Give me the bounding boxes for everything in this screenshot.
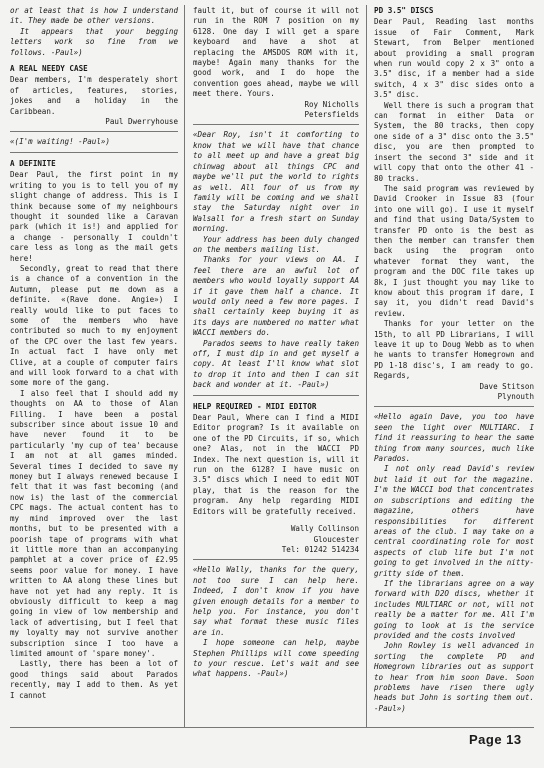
divider bbox=[193, 559, 359, 560]
editor-reply: Thanks for your views on AA. I feel there are an awful lot of members who would loyally support AA if it gave them half a chance. It would only need a few more pages. I shall certainly keep buying it as its days are numbered no matter what WACCI members do. bbox=[193, 255, 359, 338]
divider bbox=[10, 152, 178, 153]
column-3 bbox=[374, 6, 534, 714]
letter-paragraph: Well there is such a program that can format in either Data or System, the 80 tracks, then copy one side of a 3" disc onto the 3.5" disc, you are then prompted to insert the second 3" side and it will copy that onto the other 41 - 80 tracks. bbox=[374, 100, 534, 183]
letter-continuation: fault it, but of course it will not run in the ROM 7 position on my 6128. One day I will get a spare keyboard and have a shot at replacing the AMSDOS ROM with it, maybe! Again many thanks for the good work, and I do hope the convention goes ahead, maybe we will meet there. Yours. bbox=[193, 6, 359, 99]
letter-signature-name: Wally Collinson bbox=[290, 524, 359, 534]
divider bbox=[193, 124, 359, 125]
page-number: Page 13 bbox=[469, 732, 522, 747]
letter-paragraph: Thanks for your letter on the 15th, to all PD Librarians, I will leave it up to Doug Webb as to when he wants to transfer Homegrown and PD 1-18 disc's, I am ready to go. Regards, bbox=[374, 319, 534, 381]
column-1 bbox=[10, 6, 178, 701]
letter-signature-name: Roy Nicholls bbox=[304, 99, 359, 109]
editor-reply: John Rowley is well advanced in sorting the complete PD and Homegrown libraries out as support to hear from him soon Dave. Soon problems have risen there ugly heads but John is sorting them out. -Paul») bbox=[374, 641, 534, 713]
letter-heading: A REAL NEEDY CASE bbox=[10, 64, 88, 74]
intro-italic: or at least that is how I understand it. They made be other versions. bbox=[10, 6, 178, 26]
letter-body: Dear Paul, Where can I find a MIDI Editor program? Is it available on one of the PD Circuits, if so, which one? Alas, not in the WACCI PD Index. The next question is, will it run on the 6128? I have music on 3.5" discs which I need to edit NOT play, that is the reason for the program. Any help regarding MIDI Editors will be gratefully received. bbox=[193, 413, 359, 516]
divider bbox=[10, 131, 178, 132]
column-divider bbox=[366, 5, 367, 728]
editor-reply: I hope someone can help, maybe Stephen Phillips will come speeding to your rescue. Let's wait and see what happens. -Paul») bbox=[193, 638, 359, 679]
letter-heading: A DEFINITE bbox=[10, 158, 56, 168]
letter-signature: Paul Dwerryhouse bbox=[105, 117, 178, 127]
editor-reply: «Dear Roy, isn't it comforting to know that we will have that chance to all meet up and have a great big chinwag about all things CPC and maybe we'll put the world to rights as well. All four of us from my family will be coming and we shall stay the Saturday night over in Walsall for a fresh start on Sunday morning. bbox=[193, 130, 359, 234]
letter-signature-tel: Tel: 01242 514234 bbox=[281, 544, 359, 554]
editor-reply: «Hello again Dave, you too have seen the light over MULTIARC. I find it reassuring to hear the same thing from many sources, much like Parados. bbox=[374, 412, 534, 464]
letter-paragraph: The said program was reviewed by David Crooker in Issue 83 (four into one will go). I use it myself and find that using Data/System to transfer PD onto is the best as then the member can transfer them back using the program onto whatever format they want, the program and the DOC file takes up 8k, I just thought you may like to know about this program if dare, I say it, you didn't read David's review. bbox=[374, 183, 534, 318]
letter-signature-name: Dave Stitson bbox=[479, 381, 534, 391]
editor-reply: «Hello Wally, thanks for the query, not too sure I can help here. Indeed, I don't know if you have given enough details for a member to help you. For instance, you don't say what format these music files are in. bbox=[193, 565, 359, 637]
letter-signature-place: Petersfields bbox=[304, 110, 359, 120]
intro-italic: It appears that your begging letters work so fine from we follows. -Paul») bbox=[10, 26, 178, 57]
letter-paragraph: Dear Paul, Reading last months issue of Fair Comment, Mark Stewart, from Belper mentioned about providing a small program when run would copy 2 x 3" onto a 3.5" disc, if a member had a side switch, 4 x 3" disc sides onto a 3.5" disc. bbox=[374, 17, 534, 100]
divider bbox=[374, 406, 534, 407]
letter-signature-place: Gloucester bbox=[313, 534, 359, 544]
column-2 bbox=[193, 6, 359, 680]
editor-reply: I not only read David's review but laid it out for the magazine. I'm the WACCI bod that concentrates on subscriptions and editing the magazine, others have responsibilities for different areas of the club. I may take on a central coordinating role for most aspects of club life but I'm not going to get involved in the nitty-gritty side of them. bbox=[374, 464, 534, 578]
letter-heading: PD 3.5" DISCS bbox=[374, 6, 434, 15]
letter-paragraph: Lastly, there has been a lot of good things said about Parados recently, may I add to them. As yet I cannot bbox=[10, 659, 178, 700]
letter-signature-place: Plynouth bbox=[497, 392, 534, 402]
column-divider bbox=[184, 5, 185, 728]
editor-reply: Your address has been duly changed on the members mailing list. bbox=[193, 234, 359, 254]
divider bbox=[193, 395, 359, 396]
letter-body: Dear members, I'm desperately short of articles, features, stories, jokes and a holiday in the Caribbean. bbox=[10, 75, 178, 116]
letter-paragraph: I also feel that I should add my thoughts on AA to those of Alan Filling. I have been a postal subscriber since about issue 10 and have never found it to be particularly 'my cup of tea' because I am not at all games minded. Several times I decided to save my money but I always renewed because I felt that it was fast becoming (and now is) the last of the commercial CPC mags. The actual content has to my mind improved over the last months, but to be presented with a poorish tape of programs with what it little more than an accompanying pamphlet at a cover price of £2.95 seems poor value for money. I have written to AA along these lines but have not yet had any reply. It is obviously difficult to keep a mag going in view of low membership and lack of advertising, but I feel that my loyalty may not survive another subscription since I too have a limited amount of 'spare money'. bbox=[10, 388, 178, 658]
editor-reply: «(I'm waiting! -Paul») bbox=[10, 137, 110, 147]
letter-paragraph: Dear Paul, the first point in my writing to you is to tell you of my slight change of address. This is I think because some of my neighbours thought it sounded like a Caravan park (which it is!) and applied for a change - personally I couldn't care less as long as the mail gets here! bbox=[10, 170, 178, 263]
footer-rule bbox=[10, 727, 534, 728]
letter-heading: HELP REQUIRED - MIDI EDITOR bbox=[193, 401, 317, 411]
editor-reply: Parados seems to have really taken off, I must dip in and get myself a copy. At least I'll know what slot to drop it into and then I can sit back and wonder at it. -Paul») bbox=[193, 338, 359, 390]
letter-paragraph: Secondly, great to read that there is a chance of a convention in the Autumn, please put me down as a definite. «(Rave done. Angie») I really would like to put faces to some of the members who have contributed so much to my enjoyment of the CPC over the last few years. In actual fact I have only met Clive, at a couple of computer fairs and will look forward to a chat with some more of the gang. bbox=[10, 263, 178, 388]
editor-reply: If the librarians agree on a way forward with D2O discs, whether it includes MULTIARC or not, will not really be a matter for me. All I'm going to look at is the service provided and the costs involved bbox=[374, 578, 534, 640]
